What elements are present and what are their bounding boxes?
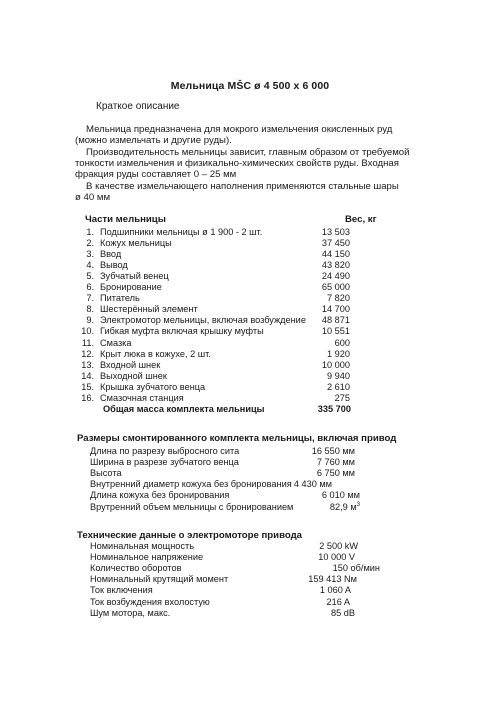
item-value: [322, 326, 350, 337]
item-name: Внутренний диаметр кожуха без бронирования: [90, 479, 292, 490]
item-value-text: 13 503: [321, 227, 350, 237]
item-number: 3.: [86, 249, 94, 260]
item-name: Бронирование: [100, 282, 162, 293]
item-value-text: 85 dB: [330, 607, 355, 618]
item-name: Номинальное напряжение: [90, 552, 204, 563]
dimension-row: [0, 457, 500, 468]
motor-row: [0, 597, 500, 608]
paragraph-line: Производительность мельницы зависит, главным образом от требуемой: [86, 147, 410, 158]
item-value: [319, 541, 358, 552]
paragraph-line: В качестве измельчающего наполнения применяются стальные шары: [86, 181, 399, 192]
item-name: Ток включения: [90, 585, 153, 596]
unit-superscript: 3: [356, 501, 360, 508]
item-name: Ввод: [100, 249, 122, 260]
item-value-text: 1 060 A: [319, 585, 351, 596]
parts-row: [0, 382, 500, 393]
parts-row: [0, 360, 500, 371]
item-value: [322, 315, 350, 326]
item-value-text: 1 920: [327, 348, 350, 359]
motor-row: [0, 574, 500, 585]
item-value: [308, 574, 357, 585]
item-name: Общая масса комплекта мельницы: [103, 403, 265, 414]
dimension-row: [0, 468, 500, 479]
motor-heading: Технические данные о электромоторе привода: [77, 530, 302, 541]
parts-row: [0, 371, 500, 382]
paragraph-line: Мельница предназначена для мокрого измельчения окисленных руд: [86, 124, 393, 135]
item-value-text: 2 500 kW: [319, 541, 358, 551]
item-value: [322, 227, 350, 238]
item-value: [327, 293, 350, 304]
paragraph-line: ø 40 мм: [75, 192, 111, 203]
item-name: Крыт люка в кожухе, 2 шт.: [100, 348, 211, 359]
weight-heading: Вес, кг: [345, 214, 377, 225]
parts-row: [0, 260, 500, 271]
paragraph-line: фракция руды составляет 0 – 25 мм: [75, 169, 237, 180]
item-name: Шум мотора, макс.: [90, 607, 171, 618]
document-title: Мельница MŠC ø 4 500 x 6 000: [170, 80, 330, 92]
item-name: Длина по разрезу выбросного сита: [90, 446, 240, 456]
item-value-text: 159 413 Nм: [308, 574, 357, 585]
item-value-text: 16 550 мм: [311, 446, 355, 456]
item-value: [327, 371, 350, 382]
motor-row: [0, 541, 500, 552]
item-number: 5.: [86, 271, 94, 282]
parts-row: [0, 326, 500, 337]
item-value: [327, 382, 350, 393]
item-value-text: 275: [334, 392, 350, 403]
item-name: Зубчатый венец: [100, 271, 169, 282]
item-value: [322, 360, 350, 371]
parts-row: [0, 304, 500, 315]
item-number: 15.: [81, 381, 94, 392]
item-value: [322, 249, 350, 260]
item-value: [335, 393, 350, 404]
item-number: 13.: [81, 359, 94, 370]
parts-row: [0, 349, 500, 360]
item-value-text: 6 750 мм: [316, 468, 355, 479]
motor-row: [0, 563, 500, 574]
item-value: [317, 468, 355, 479]
item-name: Подшипники мельницы ø 1 900 - 2 шт.: [100, 227, 263, 237]
item-name: Вывод: [100, 260, 128, 271]
item-value-text: 24 490: [321, 271, 350, 282]
item-number: 10.: [81, 326, 94, 337]
dimension-row: [0, 446, 500, 457]
item-value-text: 335 700: [317, 403, 351, 414]
item-name: Высота: [90, 468, 122, 479]
item-name: Крышка зубчатого венца: [100, 381, 206, 392]
item-value-text: 65 000: [321, 282, 350, 293]
item-value: [322, 271, 350, 282]
item-value-text: 44 150: [321, 249, 350, 260]
item-number: 7.: [86, 293, 94, 304]
item-value: [335, 338, 350, 349]
item-value: [294, 479, 332, 490]
parts-row: [0, 238, 500, 249]
item-number: 6.: [86, 282, 94, 293]
item-number: 2.: [86, 238, 94, 249]
item-value-text: 10 551: [321, 326, 350, 337]
item-number: 16.: [81, 392, 94, 403]
item-number: 14.: [81, 370, 94, 381]
item-name: Питатель: [100, 293, 140, 304]
short-description-heading: Краткое описание: [96, 101, 180, 112]
item-value-text: 4 430 мм: [293, 479, 332, 490]
item-value-text: 48 871: [321, 315, 350, 326]
item-value-text: 6 010 мм: [321, 490, 360, 501]
parts-row: [0, 271, 500, 282]
parts-row: [0, 393, 500, 404]
item-name: Ширина в разрезе зубчатого венца: [90, 457, 239, 468]
parts-row: [0, 249, 500, 260]
motor-row: [0, 552, 500, 563]
item-name: Гибкая муфта включая крышку муфты: [100, 326, 264, 337]
item-value-text: 7 820: [327, 293, 350, 304]
parts-row: [0, 282, 500, 293]
item-name: Номинальный крутящий момент: [90, 574, 229, 585]
item-value: [322, 304, 350, 315]
item-name: Длина кожуха без бронирования: [90, 490, 230, 501]
item-number: 11.: [81, 337, 94, 348]
item-value-text: 150 об/мин: [332, 563, 380, 574]
item-value: [327, 349, 350, 360]
item-value: [322, 490, 360, 501]
parts-heading-row: [85, 214, 435, 225]
item-name: Шестерённый элемент: [100, 304, 198, 315]
dimension-row: [0, 490, 500, 501]
item-name: Ток возбуждения вхолостую: [90, 596, 210, 607]
parts-row: [0, 293, 500, 304]
item-value: [322, 282, 350, 293]
item-value-text: 7 760 мм: [316, 457, 355, 468]
item-value: [331, 608, 355, 619]
item-value: [318, 404, 351, 415]
item-value: [333, 563, 380, 574]
item-value-text: 43 820: [321, 260, 350, 271]
dimension-row: [0, 502, 500, 513]
dimension-row: [0, 479, 500, 490]
item-value-text: 10 000: [321, 359, 350, 370]
item-value: [322, 260, 350, 271]
item-value-text: 82,9 м: [329, 501, 357, 512]
paragraph-line: (можно измельчать и другие руды).: [75, 135, 232, 146]
item-value: [317, 457, 355, 468]
item-value-text: 37 450: [321, 238, 350, 249]
item-value-text: 10 000 V: [318, 552, 355, 563]
item-number: 9.: [86, 315, 94, 326]
item-name: Смазка: [100, 337, 132, 348]
item-name: Смазочная станция: [100, 392, 184, 403]
motor-row: [0, 608, 500, 619]
parts-row: [0, 227, 500, 238]
parts-total-row: [0, 404, 500, 415]
item-number: 12.: [81, 348, 94, 359]
item-value: [330, 502, 360, 513]
item-name: Кожух мельницы: [100, 238, 172, 249]
parts-heading: Части мельницы: [85, 214, 166, 225]
parts-row: [0, 315, 500, 326]
item-number: 4.: [86, 260, 94, 271]
item-value: [326, 597, 350, 608]
item-value: [320, 585, 351, 596]
parts-row: [0, 338, 500, 349]
item-value-text: 216 A: [326, 596, 350, 607]
dimensions-heading: Размеры смонтированного комплекта мельницы, включая привод: [77, 433, 397, 444]
item-value-text: 14 700: [321, 304, 350, 315]
item-name: Врутренний объем мельницы с бронированием: [90, 501, 294, 512]
item-value: [318, 552, 355, 563]
item-name: Электромотор мельницы, включая возбуждение: [100, 315, 306, 326]
item-name: Входной шнек: [100, 359, 161, 370]
item-name: Количество оборотов: [90, 563, 182, 574]
item-number: 8.: [86, 304, 94, 315]
item-value-text: 600: [334, 337, 350, 348]
item-number: 1.: [86, 227, 94, 237]
item-name: Номинальная мощность: [90, 541, 194, 551]
motor-row: [0, 585, 500, 596]
item-name: Выходной шнек: [100, 370, 167, 381]
item-value: [322, 238, 350, 249]
item-value: [312, 446, 355, 457]
paragraph-line: тонкости измельчения и физикально-химических свойств руды. Входная: [75, 158, 399, 169]
item-value-text: 2 610: [327, 381, 350, 392]
item-value-text: 9 940: [327, 370, 350, 381]
